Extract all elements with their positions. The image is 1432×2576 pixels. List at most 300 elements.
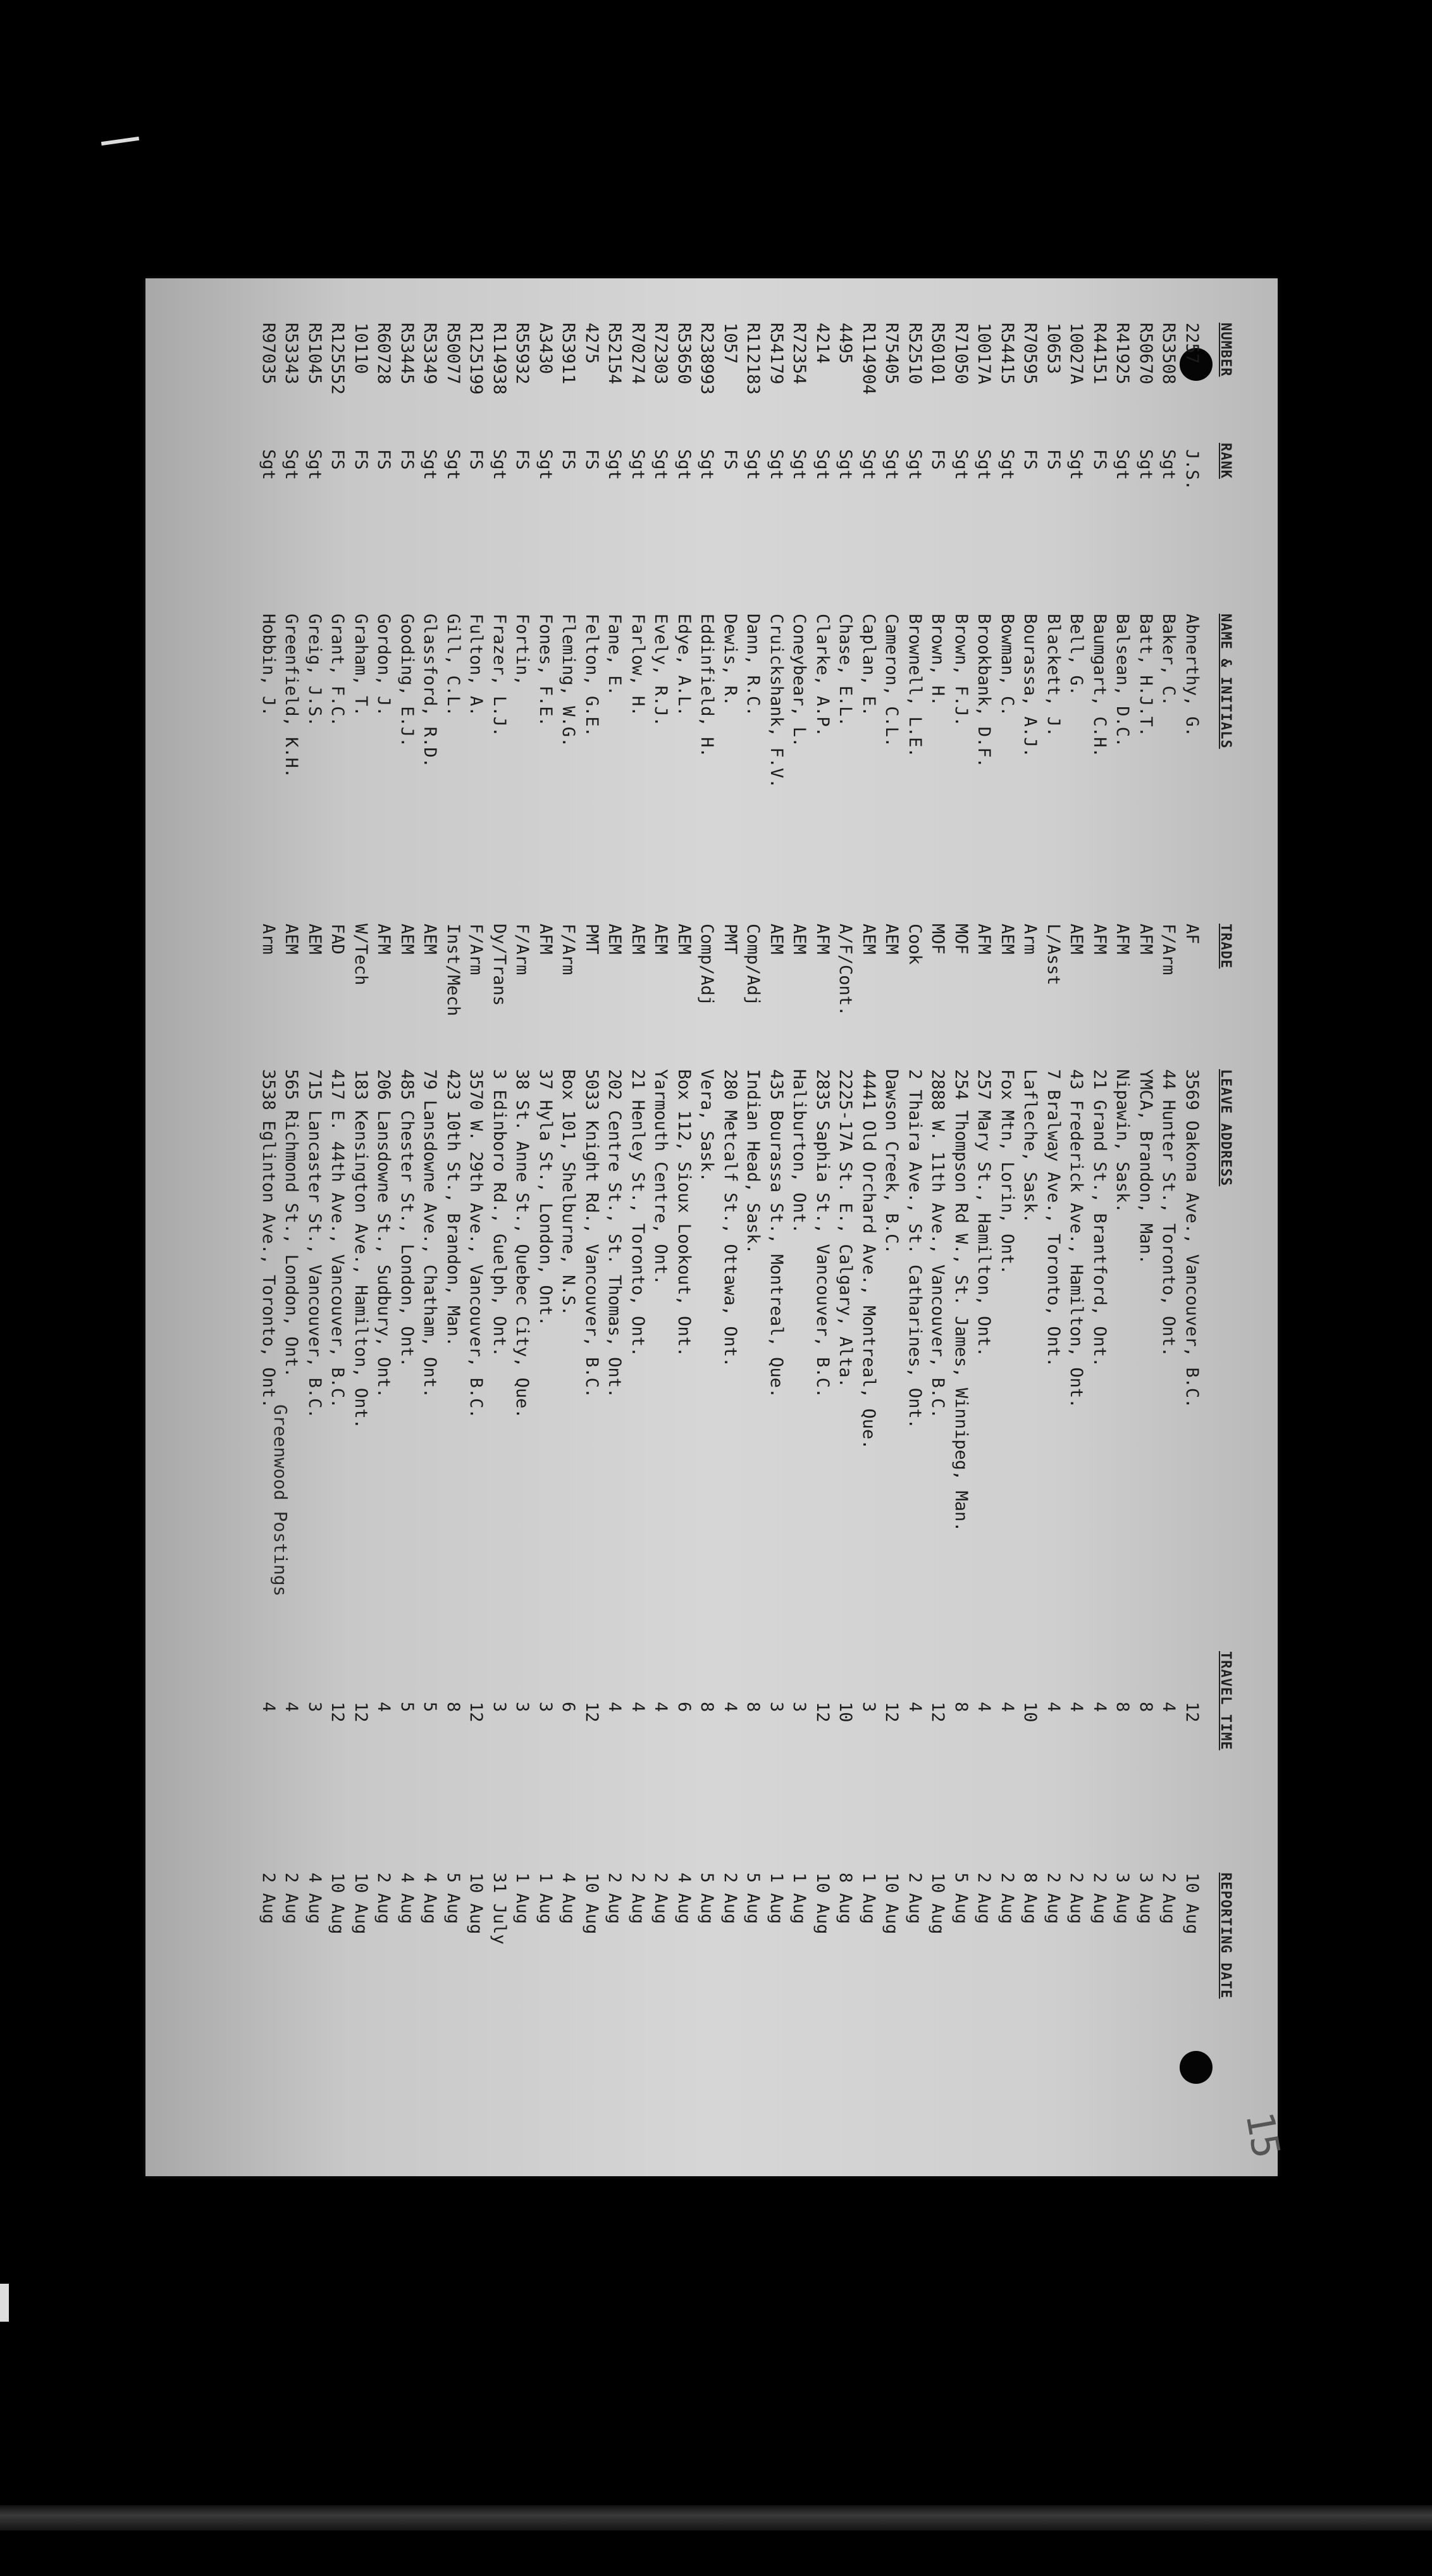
cell-travel: 8 <box>697 1702 717 1712</box>
cell-number: A3430 <box>536 323 555 375</box>
cell-travel: 5 <box>420 1702 440 1712</box>
cell-name: Baker, C. <box>1159 614 1179 707</box>
table-row <box>1016 278 1040 2176</box>
footer-caption: Greenwood Postings <box>270 1404 291 1597</box>
cell-trade: AEM <box>605 924 625 955</box>
cell-name: Brown, F.J. <box>951 614 971 727</box>
table-row <box>993 278 1017 2176</box>
cell-trade: F/Arm <box>466 924 486 975</box>
cell-rank: Sgt <box>490 449 509 480</box>
cell-rank: Sgt <box>951 449 971 480</box>
table-row <box>808 278 832 2176</box>
cell-number: R52154 <box>605 323 625 385</box>
cell-rank: Sgt <box>651 449 671 480</box>
cell-travel: 12 <box>351 1702 371 1723</box>
table-row <box>693 278 717 2176</box>
cell-reporting: 10 Aug <box>328 1873 348 1935</box>
table-row <box>462 278 486 2176</box>
cell-name: Brown, H. <box>928 614 948 707</box>
cell-reporting: 4 Aug <box>305 1873 324 1924</box>
cell-number: R54415 <box>997 323 1017 385</box>
cell-address: 43 Frederick Ave., Hamilton, Ont. <box>1066 1069 1087 1409</box>
cell-travel: 4 <box>281 1702 302 1712</box>
cell-number: 10110 <box>351 323 371 375</box>
cell-trade: AFM <box>1113 924 1133 955</box>
cell-number: R52510 <box>905 323 925 385</box>
cell-trade: AEM <box>281 924 302 955</box>
cell-travel: 10 <box>1020 1702 1040 1723</box>
cell-name: Cameron, C.L. <box>882 614 902 748</box>
cell-travel: 3 <box>490 1702 509 1712</box>
cell-reporting: 2 Aug <box>651 1873 671 1924</box>
cell-name: Greig, J.S. <box>305 614 324 727</box>
cell-reporting: 5 Aug <box>697 1873 717 1924</box>
table-row <box>878 278 902 2176</box>
cell-travel: 4 <box>720 1702 740 1712</box>
cell-number: R55932 <box>512 323 533 385</box>
header-reporting: REPORTING DATE <box>1218 1873 1233 1999</box>
cell-rank: Sgt <box>281 449 302 480</box>
table-row <box>577 278 602 2176</box>
table-row <box>601 278 625 2176</box>
cell-reporting: 2 Aug <box>720 1873 740 1924</box>
cell-rank: FS <box>328 449 348 470</box>
cell-reporting: 10 Aug <box>582 1873 602 1935</box>
cell-address: Yarmouth Centre, Ont. <box>651 1069 671 1285</box>
cell-name: Bourassa, A.J. <box>1020 614 1040 758</box>
cell-trade: AEM <box>789 924 810 955</box>
cell-address: Box 101, Shelburne, N.S. <box>559 1069 579 1316</box>
cell-address: 5033 Knight Rd., Vancouver, B.C. <box>582 1069 602 1399</box>
cell-rank: Sgt <box>628 449 648 480</box>
cell-reporting: 4 Aug <box>397 1873 417 1924</box>
cell-name: Clarke, A.P. <box>813 614 832 738</box>
table-row <box>347 278 371 2176</box>
cell-travel: 4 <box>651 1702 671 1712</box>
cell-number: R72354 <box>789 323 810 385</box>
cell-travel: 3 <box>305 1702 324 1712</box>
cell-number: 10017A <box>974 323 994 385</box>
cell-trade: L/Asst <box>1044 924 1063 986</box>
cell-trade: AEM <box>767 924 786 955</box>
cell-address: Indian Head, Sask. <box>743 1069 763 1254</box>
cell-travel: 4 <box>605 1702 625 1712</box>
cell-address: Vera, Sask. <box>697 1069 717 1182</box>
cell-reporting: 10 Aug <box>466 1873 486 1935</box>
cell-reporting: 4 Aug <box>674 1873 694 1924</box>
film-speck <box>0 2284 9 2322</box>
cell-reporting: 1 Aug <box>859 1873 879 1924</box>
cell-reporting: 1 Aug <box>536 1873 555 1924</box>
cell-name: Blackett, J. <box>1044 614 1063 738</box>
cell-reporting: 2 Aug <box>905 1873 925 1924</box>
cell-name: Felton, G.E. <box>582 614 602 738</box>
table-row <box>393 278 417 2176</box>
cell-address: 44 Hunter St., Toronto, Ont. <box>1159 1069 1179 1358</box>
cell-travel: 10 <box>836 1702 856 1723</box>
cell-reporting: 10 Aug <box>928 1873 948 1935</box>
table-row <box>855 278 879 2176</box>
cell-name: Bowman, C. <box>997 614 1017 717</box>
cell-trade: AFM <box>1090 924 1109 955</box>
cell-address: Dawson Creek, B.C. <box>882 1069 902 1254</box>
cell-address: 206 Lansdowne St., Sudbury, Ont. <box>374 1069 394 1399</box>
cell-number: R125552 <box>328 323 348 395</box>
cell-address: 254 Thompson Rd W., St. James, Winnipeg, Man. <box>951 1069 971 1532</box>
cell-trade: MOF <box>928 924 948 955</box>
cell-address: Haliburton, Ont. <box>789 1069 810 1234</box>
table-row <box>624 278 648 2176</box>
cell-travel: 4 <box>1090 1702 1109 1712</box>
cell-address: 715 Lancaster St., Vancouver, B.C. <box>305 1069 324 1419</box>
cell-name: Chase, E.L. <box>836 614 856 727</box>
cell-trade: AFM <box>536 924 555 955</box>
cell-number: R54179 <box>767 323 786 385</box>
cell-reporting: 5 Aug <box>743 1873 763 1924</box>
cell-number: R71050 <box>951 323 971 385</box>
cell-address: 280 Metcalf St., Ottawa, Ont. <box>720 1069 740 1368</box>
cell-travel: 4 <box>1159 1702 1179 1712</box>
table-row <box>739 278 763 2176</box>
cell-address: 435 Bourassa St., Montreal, Que. <box>767 1069 786 1399</box>
cell-trade: AEM <box>1066 924 1087 955</box>
cell-trade: AEM <box>420 924 440 955</box>
cell-address: 257 Mary St., Hamilton, Ont. <box>974 1069 994 1358</box>
cell-address: 2225-17A St. E., Calgary, Alta. <box>836 1069 856 1388</box>
table-row <box>254 278 278 2176</box>
cell-name: Farlow, H. <box>628 614 648 717</box>
cell-address: 2 Thaira Ave., St. Catharines, Ont. <box>905 1069 925 1429</box>
cell-address: 3 Edinboro Rd., Guelph, Ont. <box>490 1069 509 1358</box>
cell-name: Brownell, L.E. <box>905 614 925 758</box>
cell-trade: Comp/Adj <box>697 924 717 1006</box>
cell-name: Grant, F.C. <box>328 614 348 727</box>
cell-travel: 4 <box>374 1702 394 1712</box>
cell-address: 565 Richmond St., London, Ont. <box>281 1069 302 1378</box>
header-trade: TRADE <box>1218 924 1233 969</box>
cell-address: 485 Chester St., London, Ont. <box>397 1069 417 1368</box>
cell-rank: Sgt <box>836 449 856 480</box>
cell-number: R50077 <box>443 323 463 385</box>
table-row <box>1109 278 1133 2176</box>
cell-trade: Dy/Trans <box>490 924 509 1006</box>
cell-name: Dewis, R. <box>720 614 740 707</box>
cell-reporting: 3 Aug <box>1136 1873 1156 1924</box>
cell-trade: Arm <box>1020 924 1040 955</box>
cell-name: Edye, A.L. <box>674 614 694 717</box>
cell-trade: Cook <box>905 924 925 965</box>
cell-rank: Sgt <box>743 449 763 480</box>
cell-trade: Comp/Adj <box>743 924 763 1006</box>
cell-rank: Sgt <box>997 449 1017 480</box>
cell-address: 38 St. Anne St., Quebec City, Que. <box>512 1069 533 1419</box>
cell-travel: 8 <box>743 1702 763 1712</box>
cell-address: Fox Mtn, Lorin, Ont. <box>997 1069 1017 1275</box>
cell-reporting: 1 Aug <box>512 1873 533 1924</box>
cell-reporting: 2 Aug <box>374 1873 394 1924</box>
cell-rank: Sgt <box>1136 449 1156 480</box>
table-row <box>832 278 856 2176</box>
cell-reporting: 10 Aug <box>813 1873 832 1935</box>
cell-number: R53445 <box>397 323 417 385</box>
table-row <box>278 278 302 2176</box>
cell-trade: AEM <box>305 924 324 955</box>
cell-number: R53650 <box>674 323 694 385</box>
table-row <box>416 278 440 2176</box>
cell-trade: FAD <box>328 924 348 955</box>
cell-address: 3538 Eglinton Ave., Toronto, Ont. <box>259 1069 278 1409</box>
cell-trade: AF <box>1182 924 1202 944</box>
cell-trade: F/Arm <box>512 924 533 975</box>
cell-reporting: 2 Aug <box>1159 1873 1179 1924</box>
cell-rank: Sgt <box>767 449 786 480</box>
table-row <box>1132 278 1156 2176</box>
table-row <box>370 278 394 2176</box>
cell-reporting: 4 Aug <box>559 1873 579 1924</box>
cell-rank: J.S. <box>1182 449 1202 491</box>
cell-name: Glassford, R.D. <box>420 614 440 768</box>
cell-name: Fortin, <box>512 614 533 686</box>
cell-address: Box 112, Sioux Lookout, Ont. <box>674 1069 694 1358</box>
cell-rank: FS <box>1020 449 1040 470</box>
table-row <box>947 278 971 2176</box>
cell-name: Abnerthy, G. <box>1182 614 1202 738</box>
table-row <box>762 278 786 2176</box>
cell-trade: AFM <box>1136 924 1156 955</box>
cell-trade: AEM <box>651 924 671 955</box>
cell-trade: AFM <box>813 924 832 955</box>
cell-name: Hobbin, J. <box>259 614 278 717</box>
cell-trade: Arm <box>259 924 278 955</box>
cell-number: R70595 <box>1020 323 1040 385</box>
header-number: NUMBER <box>1218 323 1233 377</box>
cell-trade: AFM <box>374 924 394 955</box>
cell-number: R70274 <box>628 323 648 385</box>
cell-travel: 3 <box>789 1702 810 1712</box>
cell-rank: Sgt <box>882 449 902 480</box>
cell-name: Coneybear, L. <box>789 614 810 748</box>
cell-number: 10653 <box>1044 323 1063 375</box>
cell-travel: 4 <box>974 1702 994 1712</box>
cell-reporting: 8 Aug <box>836 1873 856 1924</box>
cell-name: Batt, H.J.T. <box>1136 614 1156 738</box>
table-row <box>1063 278 1087 2176</box>
cell-reporting: 5 Aug <box>443 1873 463 1924</box>
cell-address: 21 Grand St., Brantford, Ont. <box>1090 1069 1109 1368</box>
table-row <box>555 278 579 2176</box>
cell-reporting: 2 Aug <box>1044 1873 1063 1924</box>
cell-rank: FS <box>351 449 371 470</box>
cell-address: 2888 W. 11th Ave., Vancouver, B.C. <box>928 1069 948 1419</box>
cell-travel: 4 <box>1066 1702 1087 1712</box>
cell-reporting: 2 Aug <box>259 1873 278 1924</box>
cell-travel: 12 <box>882 1702 902 1723</box>
cell-number: R51045 <box>305 323 324 385</box>
cell-number: R53911 <box>559 323 579 385</box>
cell-address: 423 10th St., Brandon, Man. <box>443 1069 463 1347</box>
cell-travel: 12 <box>1182 1702 1202 1723</box>
header-travel: TRAVEL TIME <box>1218 1651 1233 1750</box>
page-mark: 15 <box>1237 2108 1288 2162</box>
cell-number: R53349 <box>420 323 440 385</box>
cell-number: R53508 <box>1159 323 1179 385</box>
cell-number: 4214 <box>813 323 832 364</box>
cell-travel: 8 <box>1113 1702 1133 1712</box>
cell-reporting: 2 Aug <box>605 1873 625 1924</box>
cell-name: Caplan, E. <box>859 614 879 717</box>
cell-travel: 12 <box>466 1702 486 1723</box>
cell-name: Fane, E. <box>605 614 625 697</box>
table-row <box>901 278 925 2176</box>
cell-travel: 5 <box>397 1702 417 1712</box>
document-page <box>145 278 1278 2176</box>
table-row <box>300 278 324 2176</box>
cell-rank: Sgt <box>420 449 440 480</box>
table-row <box>670 278 694 2176</box>
header-address: LEAVE ADDRESS <box>1218 1069 1233 1187</box>
table-row <box>647 278 671 2176</box>
cell-name: Gordon, J. <box>374 614 394 717</box>
cell-number: 1057 <box>720 323 740 364</box>
cell-travel: 8 <box>1136 1702 1156 1712</box>
cell-name: Greenfield, K.H. <box>281 614 302 779</box>
film-speck <box>101 137 139 146</box>
cell-name: Frazer, L.J. <box>490 614 509 738</box>
rotated-table <box>145 278 1278 2176</box>
cell-rank: Sgt <box>536 449 555 480</box>
cell-number: R41925 <box>1113 323 1133 385</box>
cell-trade: PMT <box>582 924 602 955</box>
cell-name: Fones, F.E. <box>536 614 555 727</box>
cell-address: Lafleche, Sask. <box>1020 1069 1040 1223</box>
cell-address: YMCA, Brandon, Man. <box>1136 1069 1156 1265</box>
cell-travel: 6 <box>674 1702 694 1712</box>
cell-rank: Sgt <box>974 449 994 480</box>
cell-number: R72303 <box>651 323 671 385</box>
cell-reporting: 2 Aug <box>628 1873 648 1924</box>
cell-name: Fulton, A. <box>466 614 486 717</box>
cell-reporting: 2 Aug <box>281 1873 302 1924</box>
header-rank: RANK <box>1218 443 1233 479</box>
cell-address: 183 Kensington Ave., Hamilton, Ont. <box>351 1069 371 1429</box>
cell-name: Fleming, W.G. <box>559 614 579 748</box>
cell-number: R60728 <box>374 323 394 385</box>
table-row <box>786 278 810 2176</box>
cell-rank: Sgt <box>605 449 625 480</box>
cell-number: R53343 <box>281 323 302 385</box>
cell-rank: Sgt <box>789 449 810 480</box>
cell-rank: Sgt <box>905 449 925 480</box>
cell-name: Bell, G. <box>1066 614 1087 697</box>
cell-trade: F/Arm <box>1159 924 1179 975</box>
cell-rank: FS <box>1044 449 1063 470</box>
cell-travel: 8 <box>951 1702 971 1712</box>
table-row <box>970 278 994 2176</box>
table-row <box>324 278 348 2176</box>
cell-name: Graham, T. <box>351 614 371 717</box>
cell-travel: 3 <box>859 1702 879 1712</box>
cell-number: 2257 <box>1182 323 1202 364</box>
cell-rank: Sgt <box>305 449 324 480</box>
cell-number: R112183 <box>743 323 763 395</box>
cell-travel: 4 <box>628 1702 648 1712</box>
cell-number: 4275 <box>582 323 602 364</box>
cell-rank: Sgt <box>443 449 463 480</box>
cell-rank: Sgt <box>674 449 694 480</box>
cell-number: R114938 <box>490 323 509 395</box>
cell-travel: 4 <box>905 1702 925 1712</box>
cell-reporting: 2 Aug <box>974 1873 994 1924</box>
cell-address: 7 Bralway Ave., Toronto, Ont. <box>1044 1069 1063 1368</box>
cell-address: 417 E. 44th Ave., Vancouver, B.C. <box>328 1069 348 1409</box>
table-row <box>1155 278 1179 2176</box>
cell-reporting: 5 Aug <box>951 1873 971 1924</box>
cell-rank: FS <box>466 449 486 470</box>
cell-address: 79 Lansdowne Ave., Chatham, Ont. <box>420 1069 440 1399</box>
cell-rank: Sgt <box>1113 449 1133 480</box>
cell-rank: FS <box>582 449 602 470</box>
cell-trade: Inst/Mech <box>443 924 463 1017</box>
table-row <box>1039 278 1063 2176</box>
cell-travel: 6 <box>559 1702 579 1712</box>
cell-trade: MOF <box>951 924 971 955</box>
cell-reporting: 2 Aug <box>1090 1873 1109 1924</box>
cell-address: 3569 Oakona Ave., Vancouver, B.C. <box>1182 1069 1202 1409</box>
cell-name: Evely, R.J. <box>651 614 671 727</box>
cell-address: 37 Hyla St., London, Ont. <box>536 1069 555 1327</box>
cell-trade: AEM <box>628 924 648 955</box>
cell-number: 4495 <box>836 323 856 364</box>
cell-rank: FS <box>720 449 740 470</box>
table-row <box>485 278 509 2176</box>
cell-name: Gooding, E.J. <box>397 614 417 748</box>
table-row <box>716 278 740 2176</box>
cell-name: Cruickshank, F.V. <box>767 614 786 789</box>
cell-rank: FS <box>559 449 579 470</box>
table-row <box>509 278 533 2176</box>
cell-trade: F/Arm <box>559 924 579 975</box>
cell-number: R238993 <box>697 323 717 395</box>
cell-number: R50101 <box>928 323 948 385</box>
cell-trade: W/Tech <box>351 924 371 986</box>
cell-reporting: 4 Aug <box>420 1873 440 1924</box>
cell-number: 10027A <box>1066 323 1087 385</box>
cell-address: 3570 W. 29th Ave., Vancouver, B.C. <box>466 1069 486 1419</box>
cell-reporting: 2 Aug <box>997 1873 1017 1924</box>
cell-travel: 12 <box>928 1702 948 1723</box>
cell-trade: PMT <box>720 924 740 955</box>
cell-rank: FS <box>512 449 533 470</box>
cell-number: R50670 <box>1136 323 1156 385</box>
cell-rank: FS <box>928 449 948 470</box>
cell-rank: Sgt <box>259 449 278 480</box>
cell-address: Nipawin, Sask. <box>1113 1069 1133 1213</box>
cell-travel: 4 <box>1044 1702 1063 1712</box>
table-row <box>439 278 463 2176</box>
cell-name: Balsean, D.C. <box>1113 614 1133 748</box>
cell-rank: FS <box>397 449 417 470</box>
cell-name: Eddinfield, H. <box>697 614 717 758</box>
cell-travel: 4 <box>997 1702 1017 1712</box>
cell-number: R114904 <box>859 323 879 395</box>
cell-name: Gill, C.L. <box>443 614 463 717</box>
cell-reporting: 3 Aug <box>1113 1873 1133 1924</box>
cell-rank: Sgt <box>697 449 717 480</box>
cell-address: 4441 Old Orchard Ave., Montreal, Que. <box>859 1069 879 1450</box>
cell-address: 21 Henley St., Toronto, Ont. <box>628 1069 648 1358</box>
table-row <box>1178 278 1202 2176</box>
film-edge-strip <box>0 2505 1432 2530</box>
